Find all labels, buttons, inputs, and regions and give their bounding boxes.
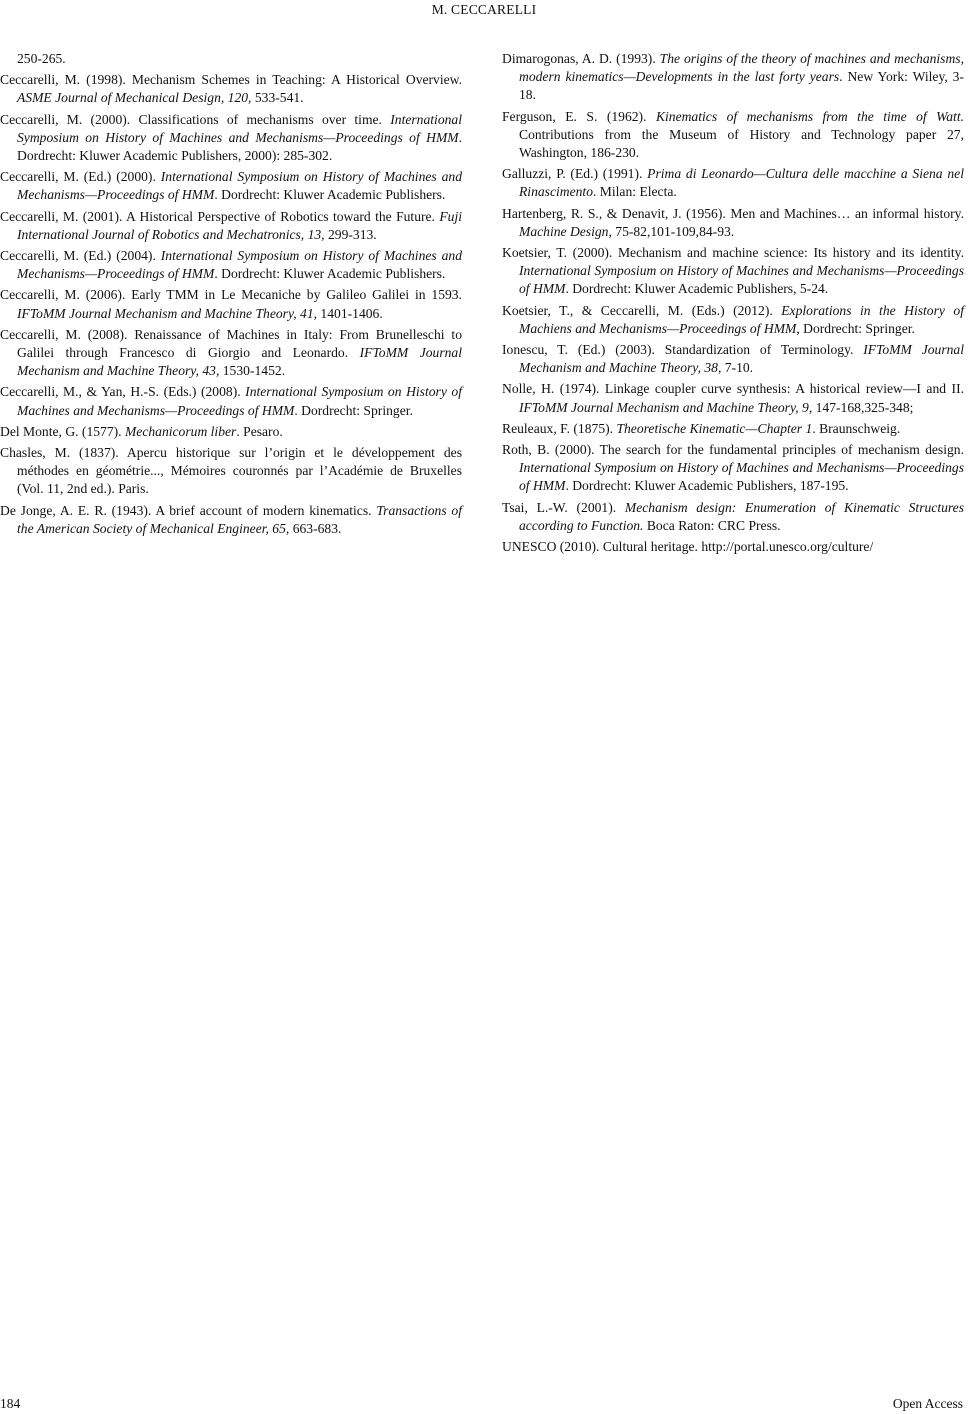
reference-italic-text: Fuji International Journal of Robotics and Mechatronics, 13, [17, 208, 462, 242]
reference-italic-text: Explorations in the History of Machiens and Mechanisms—Proceedings of HMM [519, 302, 964, 336]
reference-text: Ceccarelli, M. (1998). Mechanism Schemes in Teaching: A Historical Overview. [0, 72, 462, 88]
reference-entry [0, 423, 462, 441]
reference-entry [0, 50, 462, 68]
reference-entry [502, 50, 964, 105]
reference-entry [502, 380, 964, 416]
references-left-column [0, 50, 462, 541]
reference-text: Ceccarelli, M., & Yan, H.-S. (Eds.) (2008). [0, 384, 246, 400]
reference-italic-text: ASME Journal of Mechanical Design, 120, [17, 90, 252, 106]
reference-text: Ceccarelli, M. (2000). Classifications of mechanisms over time. [0, 111, 391, 127]
reference-italic-text: International Symposium on History of Machines and Mechanisms—Proceedings of HMM [519, 460, 964, 494]
reference-text: Koetsier, T. (2000). Mechanism and machine science: Its history and its identity. [502, 245, 964, 261]
reference-text: Ceccarelli, M. (Ed.) (2000). [0, 169, 161, 185]
reference-text: , 75-82,101-109,84-93. [608, 223, 735, 239]
reference-text: 663-683. [289, 520, 342, 536]
reference-text: 299-313. [324, 226, 377, 242]
reference-text: , Dordrecht: Springer. [796, 320, 915, 336]
reference-italic-text: Mechanicorum liber [124, 423, 237, 439]
reference-entry [502, 420, 964, 438]
reference-entry [0, 71, 462, 107]
reference-text: Hartenberg, R. S., & Denavit, J. (1956). Men and Machines… an informal history. [502, 205, 964, 221]
reference-italic-text: IFToMM Journal Mechanism and Machine Theory, 41, [17, 305, 318, 321]
reference-text: Koetsier, T., & Ceccarelli, M. (Eds.) (2012). [502, 302, 782, 318]
reference-entry [502, 441, 964, 496]
reference-text: Tsai, L.-W. (2001). [502, 499, 625, 515]
reference-italic-text: Prima di Leonardo—Cultura delle macchine a Siena nel Rinascimento [519, 166, 964, 200]
references-right-column [502, 50, 964, 559]
reference-text: Ceccarelli, M. (Ed.) (2004). [0, 248, 161, 264]
reference-text: Galluzzi, P. (Ed.) (1991). [502, 166, 648, 182]
page-number: 184 [0, 1396, 21, 1411]
reference-text: . Dordrecht: Kluwer Academic Publishers, 2000): 285-302. [17, 129, 462, 164]
reference-italic-text: International Symposium on History of Machines and Mechanisms—Proceedings of HMM [17, 384, 462, 418]
reference-italic-text: Machine Design [519, 223, 609, 239]
reference-text: . New York: Wiley, 3-18. [519, 69, 964, 103]
reference-italic-text: Theoretische Kinematic—Chapter 1 [616, 420, 813, 436]
reference-text: 147-168,325-348; [812, 399, 914, 415]
reference-italic-text: IFToMM Journal Mechanism and Machine Theory, 43, [17, 345, 462, 379]
reference-text: . Dordrecht: Kluwer Academic Publishers, 5-24. [565, 281, 829, 297]
reference-entry [0, 502, 462, 538]
reference-text: . Dordrecht: Kluwer Academic Publishers, 187-195. [565, 478, 849, 494]
reference-italic-text: International Symposium on History of Machines and Mechanisms—Proceedings of HMM [17, 169, 462, 203]
reference-text: Reuleaux, F. (1875). [502, 420, 617, 436]
reference-text: Ionescu, T. (Ed.) (2003). Standardization of Terminology. [502, 342, 864, 358]
reference-entry [502, 108, 964, 163]
reference-text: Ceccarelli, M. (2001). A Historical Perspective of Robotics toward the Future. [0, 208, 440, 224]
reference-text: . Braunschweig. [812, 420, 901, 436]
reference-italic-text: International Symposium on History of Machines and Mechanisms—Proceedings of HMM [519, 263, 964, 297]
reference-text: Chasles, M. (1837). Apercu historique sur l’origin et le développement des méthodes en géométrie..., Mémoires couronnés par l’Académie de Bruxelles (Vol. 11, 2nd ed.). Paris. [0, 445, 462, 497]
reference-entry [0, 111, 462, 166]
reference-italic-text: IFToMM Journal Mechanism and Machine Theory, 9, [519, 399, 813, 415]
reference-text: 1401-1406. [317, 305, 383, 321]
reference-text: Roth, B. (2000). The search for the fundamental principles of mechanism design. [502, 442, 964, 458]
reference-text: Contributions from the Museum of History and Technology paper 27, Washington, 186-230. [519, 126, 964, 161]
footer-journal-label: Open Access [892, 1396, 963, 1411]
reference-italic-text: Transactions of the American Society of Mechanical Engineer, 65, [17, 502, 462, 536]
reference-text: . Dordrecht: Springer. [294, 402, 413, 418]
reference-text: UNESCO (2010). Cultural heritage. http://portal.unesco.org/culture/ [502, 539, 874, 555]
reference-entry [0, 247, 462, 283]
reference-italic-text: Mechanism design: Enumeration of Kinematic Structures according to Function. [519, 499, 965, 533]
reference-text: . Dordrecht: Kluwer Academic Publishers. [214, 266, 446, 282]
reference-italic-text: International Symposium on History of Machines and Mechanisms—Proceedings of HMM [17, 248, 462, 282]
reference-entry [502, 165, 964, 201]
reference-entry [0, 444, 462, 499]
running-head-author: M. CECCARELLI [431, 2, 537, 17]
reference-text: Nolle, H. (1974). Linkage coupler curve synthesis: A historical review—I and II. [502, 381, 964, 397]
reference-entry [502, 302, 964, 338]
reference-text: De Jonge, A. E. R. (1943). A brief account of modern kinematics. [0, 502, 377, 518]
reference-text: Dimarogonas, A. D. (1993). [502, 51, 660, 66]
reference-entry [502, 538, 964, 556]
reference-entry [502, 341, 964, 377]
reference-text: . Pesaro. [236, 423, 283, 439]
reference-entry [502, 244, 964, 299]
reference-italic-text: The origins of the theory of machines and mechanisms, modern kinematics—Developments in the last forty years [519, 51, 964, 85]
reference-entry [502, 205, 964, 241]
reference-text: Ceccarelli, M. (2008). Renaissance of Machines in Italy: From Brunelleschi to Galilei through Francesco di Giorgio and Leonardo. [0, 326, 462, 361]
reference-entry [502, 499, 964, 535]
reference-text: Del Monte, G. (1577). [0, 423, 125, 439]
reference-entry [0, 383, 462, 419]
reference-italic-text: Kinematics of mechanisms from the time of Watt. [655, 108, 964, 124]
reference-entry [0, 286, 462, 322]
reference-entry [0, 168, 462, 204]
reference-text: Ferguson, E. S. (1962). [502, 108, 656, 124]
reference-text: 250-265. [17, 51, 66, 66]
reference-text: 1530-1452. [219, 363, 286, 379]
reference-entry [0, 208, 462, 244]
reference-text: . Dordrecht: Kluwer Academic Publishers. [214, 187, 446, 203]
reference-text: Ceccarelli, M. (2006). Early TMM in Le Mecaniche by Galileo Galilei in 1593. [0, 287, 462, 303]
reference-italic-text: IFToMM Journal Mechanism and Machine Theory, 38, [519, 342, 964, 376]
reference-entry [0, 326, 462, 381]
reference-text: 7-10. [721, 360, 754, 376]
reference-text: Boca Raton: CRC Press. [643, 517, 781, 533]
reference-text: 533-541. [251, 90, 304, 106]
reference-italic-text: International Symposium on History of Machines and Mechanisms—Proceedings of HMM [17, 111, 462, 145]
reference-text: . Milan: Electa. [593, 184, 677, 200]
